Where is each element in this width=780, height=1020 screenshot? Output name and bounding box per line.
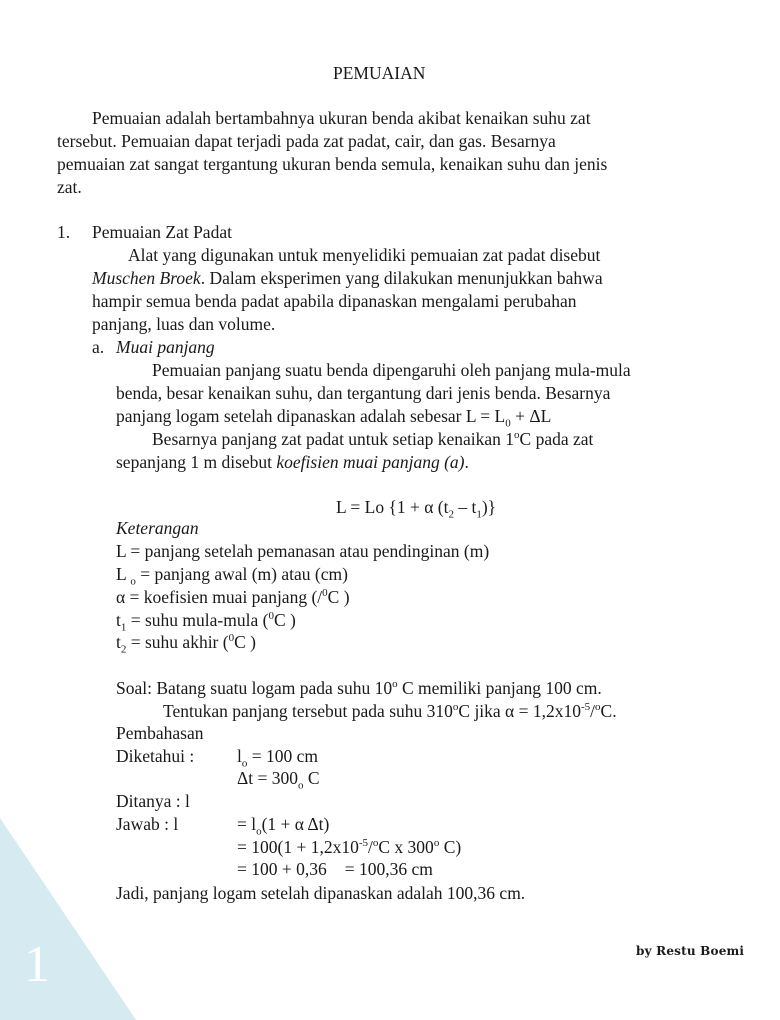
text: – t — [453, 497, 477, 517]
text: t — [116, 632, 121, 652]
paragraph-line: Alat yang digunakan untuk menyelidiki pemuaian zat padat disebut — [128, 245, 601, 265]
answer-step — [237, 813, 330, 838]
text: C x 300 — [378, 837, 434, 857]
paragraph-line: Pemuaian panjang suatu benda dipengaruhi oleh panjang mula-mula — [152, 360, 631, 380]
text: o — [372, 837, 379, 850]
text: C. — [600, 701, 617, 721]
text: o — [595, 701, 601, 714]
text: C ) — [234, 632, 256, 652]
text: -5 — [580, 701, 591, 714]
paragraph-line — [116, 405, 552, 430]
text: + ΔL — [510, 406, 552, 426]
text: L — [116, 564, 131, 584]
diketahui-label: Diketahui : — [116, 746, 195, 766]
text: sepanjang 1 m disebut — [116, 452, 277, 472]
legend-line — [116, 609, 296, 634]
text: / — [590, 701, 596, 721]
section-number: 1. — [57, 222, 71, 242]
page-number: 1 — [24, 936, 50, 993]
text: = 100 cm — [247, 746, 318, 766]
text: 0 — [268, 610, 274, 623]
term-italic: Muschen Broek — [92, 268, 201, 288]
text: Besarnya panjang zat padat untuk setiap kenaikan 1 — [152, 429, 515, 449]
intro-line: tersebut. Pemuaian dapat terjadi pada zat padat, cair, dan gas. Besarnya — [57, 131, 556, 151]
paragraph-line: benda, besar kenaikan suhu, dan tergantung dari jenis benda. Besarnya — [116, 383, 611, 403]
text: o — [392, 678, 398, 691]
text: 2 — [448, 508, 454, 521]
paragraph-line: hampir semua benda padat apabila dipanaskan mengalami perubahan — [92, 291, 577, 311]
text: = 100(1 + 1,2x10 — [237, 837, 359, 857]
paragraph-line — [92, 267, 603, 289]
text: = suhu akhir ( — [126, 632, 229, 652]
legend-line — [116, 586, 350, 608]
text: -5 — [358, 837, 368, 850]
legend-line — [116, 563, 348, 588]
text: 1 — [476, 508, 482, 521]
text: 0 — [505, 417, 511, 430]
text: C jika α = 1,2x10 — [458, 701, 581, 721]
text: = 100 + 0,36 — [237, 859, 327, 879]
known-value — [237, 767, 320, 792]
paragraph-line — [116, 451, 469, 473]
text: C) — [439, 837, 462, 857]
text: t — [116, 610, 121, 630]
text: o — [452, 701, 459, 714]
page-title: PEMUAIAN — [333, 63, 426, 83]
answer-step — [237, 858, 433, 880]
text: o — [256, 825, 262, 838]
answer-step — [237, 836, 461, 858]
text: o — [298, 779, 304, 792]
legend-line — [116, 631, 256, 656]
text: 0 — [228, 632, 235, 645]
text: 2 — [120, 643, 127, 656]
text: C memiliki panjang 100 cm. — [397, 678, 602, 698]
problem-line — [116, 677, 602, 699]
text: = panjang awal (m) atau (cm) — [135, 564, 348, 584]
text: o — [241, 757, 248, 770]
text: o — [514, 429, 520, 442]
paragraph-line — [152, 428, 593, 450]
text: . — [464, 452, 469, 472]
subsection-letter: a. — [92, 337, 105, 357]
intro-line: pemuaian zat sangat tergantung ukuran benda semula, kenaikan suhu dan jenis — [57, 154, 608, 174]
text: = 100,36 cm — [344, 859, 433, 879]
paragraph-line: panjang, luas dan volume. — [92, 314, 276, 334]
conclusion: Jadi, panjang logam setelah dipanaskan adalah 100,36 cm. — [116, 883, 526, 903]
text: C — [303, 768, 320, 788]
known-value — [237, 745, 318, 770]
text: panjang logam setelah dipanaskan adalah sebesar L = L — [116, 406, 506, 426]
text: Tentukan panjang tersebut pada suhu 310 — [163, 701, 453, 721]
ditanya-label: Ditanya : l — [116, 791, 190, 811]
text: L = Lo {1 + α (t — [336, 497, 449, 517]
text: (1 + α Δt) — [261, 814, 330, 834]
text: 0 — [322, 587, 328, 600]
text: C ) — [273, 610, 296, 630]
subsection-heading: Muai panjang — [116, 337, 215, 357]
text: . Dalam eksperimen yang dilakukan menunjukkan bahwa — [200, 268, 603, 288]
term-italic: koefisien muai panjang (a) — [276, 452, 465, 472]
problem-line — [163, 700, 617, 722]
text: Δt = 300 — [237, 768, 298, 788]
text: o — [433, 837, 440, 850]
text: o — [130, 575, 136, 588]
text: = l — [237, 814, 257, 834]
keterangan-label: Keterangan — [116, 518, 199, 538]
section-heading: Pemuaian Zat Padat — [92, 222, 232, 242]
text: )} — [481, 497, 497, 517]
intro-line: Pemuaian adalah bertambahnya ukuran benda akibat kenaikan suhu zat — [92, 108, 591, 128]
text: α = koefisien muai panjang (/ — [116, 587, 323, 607]
legend-line: L = panjang setelah pemanasan atau pendinginan (m) — [116, 541, 490, 561]
text: C ) — [327, 587, 350, 607]
formula — [336, 496, 497, 521]
text: l — [237, 746, 242, 766]
text: C pada zat — [519, 429, 594, 449]
intro-line: zat. — [57, 177, 82, 197]
text: = suhu mula-mula ( — [126, 610, 269, 630]
text: / — [368, 837, 373, 857]
author-signature: by Restu Boemi — [636, 944, 745, 958]
jawab-label: Jawab : l — [116, 814, 179, 834]
text: 1 — [120, 621, 127, 634]
pembahasan-label: Pembahasan — [116, 723, 204, 743]
text: Soal: Batang suatu logam pada suhu 10 — [116, 678, 393, 698]
